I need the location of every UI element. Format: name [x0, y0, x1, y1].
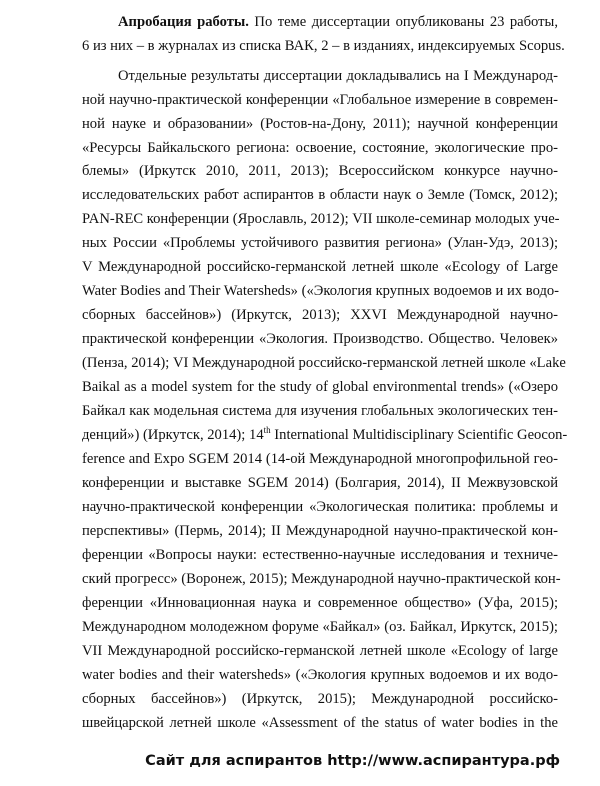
text-line: Отдельные результаты диссертации докладывались на I Международ-: [118, 68, 558, 84]
text-line: ной научно-практической конференции «Глобальное измерение в современ-: [82, 92, 558, 108]
text-line: ский прогресс» (Воронеж, 2015); Международной научно-практической кон-: [82, 571, 561, 587]
text-line: «Ресурсы Байкальского региона: освоение, состояние, экологические про-: [82, 140, 558, 156]
ordinal-number: 14: [249, 427, 264, 443]
text-line: [82, 425, 568, 445]
text-line: Water Bodies and Their Watersheds» («Экология крупных водоемов и их водо-: [82, 283, 560, 299]
text-line: (Пенза, 2014); VI Международной российско-германской летней школе «Lake: [82, 355, 566, 371]
text-run: По теме диссертации опубликованы 23 работы,: [254, 14, 558, 30]
text-line: PAN-REC конференции (Ярославль, 2012); VII школе-семинар молодых уче-: [82, 211, 560, 227]
text-line: Байкал как модельная система для изучения глобальных экологических тен-: [82, 403, 558, 419]
text-line: VII Международной российско-германской летней школе «Ecology of large: [82, 643, 558, 659]
text-line: сборных бассейнов») (Иркутск, 2013); XXVI Международной научно-: [82, 307, 558, 323]
text-run: International Multidisciplinary Scientific Geocon-: [274, 427, 568, 443]
ordinal-suffix: th: [263, 425, 271, 436]
text-line: Baikal as a model system for the study of global environmental trends» («Озеро: [82, 379, 558, 395]
text-line: 6 из них – в журналах из списка ВАК, 2 – в изданиях, индексируемых Scopus.: [82, 38, 565, 54]
text-line: ference and Expo SGEM 2014 (14-ой Международной многопрофильной гео-: [82, 451, 558, 467]
text-line: ной науке и образовании» (Ростов-на-Дону, 2011); научной конференции: [82, 116, 558, 132]
text-line: Международном молодежном форуме «Байкал» (оз. Байкал, Иркутск, 2015);: [82, 619, 558, 635]
text-line: научно-практической конференции «Экологическая политика: проблемы и: [82, 499, 558, 515]
text-line: конференции и выставке SGEM 2014) (Болгария, 2014), II Межвузовской: [82, 475, 558, 491]
text-line: практической конференции «Экология. Производство. Общество. Человек»: [82, 331, 558, 347]
text-line: V Международной российско-германской летней школе «Ecology of Large: [82, 259, 558, 275]
text-line: перспективы» (Пермь, 2014); II Международной научно-практической кон-: [82, 523, 558, 539]
text-line: швейцарской летней школе «Assessment of the status of water bodies in the: [82, 715, 558, 731]
section-heading: Апробация работы.: [118, 14, 249, 30]
text-line: исследовательских работ аспирантов в области наук о Земле (Томск, 2012);: [82, 187, 558, 203]
text-line: ференции «Инновационная наука и современное общество» (Уфа, 2015);: [82, 595, 558, 611]
text-line: ных России «Проблемы устойчивого развития региона» (Улан-Удэ, 2013);: [82, 235, 558, 251]
text-run: денций») (Иркутск, 2014);: [82, 427, 246, 443]
text-line: [118, 12, 558, 32]
text-line: water bodies and their watersheds» («Экология крупных водоемов и их водо-: [82, 667, 558, 683]
text-line: блемы» (Иркутск 2010, 2011, 2013); Всероссийском конкурсе научно-: [82, 163, 558, 179]
site-footer-watermark: Сайт для аспирантов http://www.аспирантура.рф: [145, 753, 560, 769]
text-line: сборных бассейнов») (Иркутск, 2015); Международной российско-: [82, 691, 558, 707]
text-line: ференции «Вопросы науки: естественно-научные исследования и техниче-: [82, 547, 558, 563]
